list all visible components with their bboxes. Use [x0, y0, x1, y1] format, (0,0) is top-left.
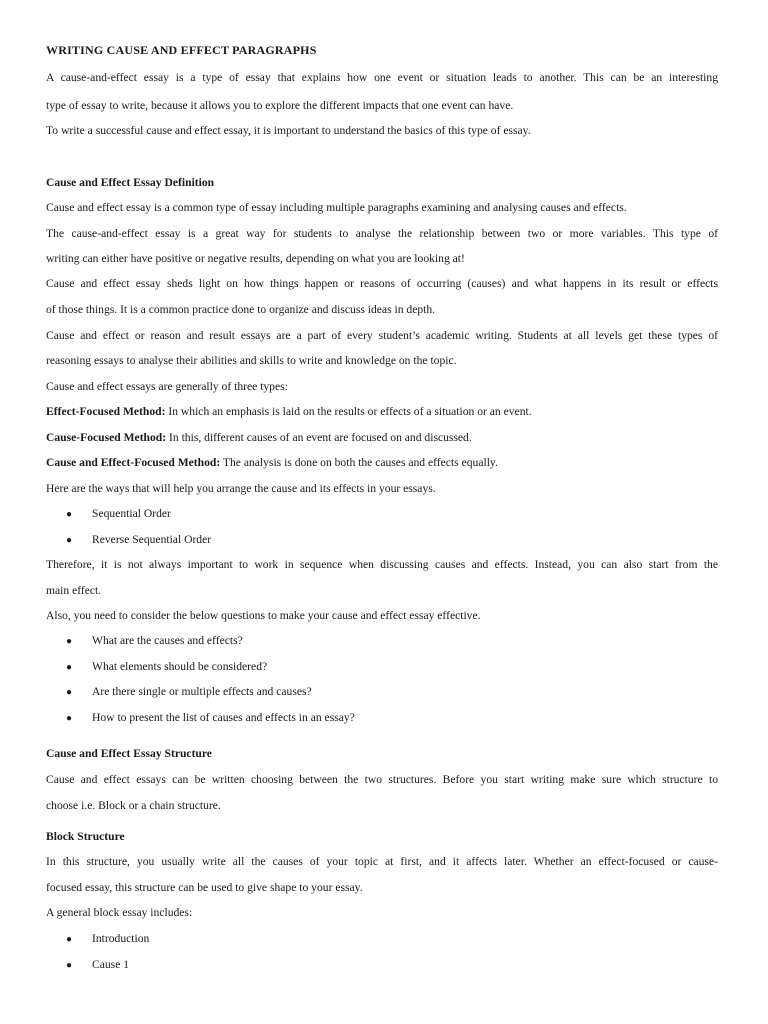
type-label: Cause-Focused Method:	[46, 431, 167, 444]
bullet-icon: ●	[66, 713, 73, 724]
list-item: Sequential Order	[92, 507, 171, 520]
type-cause-focused	[46, 431, 472, 445]
block-includes-intro: A general block essay includes:	[46, 906, 193, 919]
type-description: The analysis is done on both the causes and effects equally.	[220, 456, 498, 469]
block-structure-heading: Block Structure	[46, 830, 125, 843]
type-label: Cause and Effect-Focused Method:	[46, 456, 221, 469]
questions-intro: Also, you need to consider the below questions to make your cause and effect essay effective.	[46, 609, 481, 622]
structure-paragraph-line-1: Cause and effect essays can be written choosing between the two structures. Before you start writing make sure which structure to	[46, 773, 718, 786]
bullet-icon: ●	[66, 509, 73, 520]
definition-paragraph-1: Cause and effect essay is a common type of essay including multiple paragraphs examining and analysing causes and effects.	[46, 201, 627, 214]
definition-paragraph-3-line-1: Cause and effect essay sheds light on how things happen or reasons of occurring (causes) and what happens in its result or effects	[46, 277, 718, 290]
block-paragraph-line-2: focused essay, this structure can be used to give shape to your essay.	[46, 881, 363, 894]
definition-paragraph-4-line-1: Cause and effect or reason and result essays are a part of every student’s academic writing. Students at all levels get these types of	[46, 329, 718, 342]
intro-line-3: To write a successful cause and effect essay, it is important to understand the basics of this type of essay.	[46, 124, 531, 137]
list-item: Introduction	[92, 932, 150, 945]
list-item: Cause 1	[92, 958, 130, 971]
definition-heading: Cause and Effect Essay Definition	[46, 176, 215, 189]
arrange-intro: Here are the ways that will help you arrange the cause and its effects in your essays.	[46, 482, 436, 495]
type-description: In which an emphasis is laid on the results or effects of a situation or an event.	[165, 405, 532, 418]
types-intro: Cause and effect essays are generally of three types:	[46, 380, 288, 393]
structure-heading: Cause and Effect Essay Structure	[46, 747, 212, 760]
structure-paragraph-line-2: choose i.e. Block or a chain structure.	[46, 799, 221, 812]
definition-paragraph-2-line-2: writing can either have positive or negative results, depending on what you are looking at!	[46, 252, 465, 265]
type-description: In this, different causes of an event are focused on and discussed.	[166, 431, 472, 444]
type-cause-and-effect-focused	[46, 456, 498, 470]
definition-paragraph-3-line-2: of those things. It is a common practice done to organize and discuss ideas in depth.	[46, 303, 436, 316]
bullet-icon: ●	[66, 636, 73, 647]
therefore-line-2: main effect.	[46, 584, 102, 597]
list-item: Reverse Sequential Order	[92, 533, 212, 546]
list-item: What are the causes and effects?	[92, 634, 243, 647]
intro-line-2: type of essay to write, because it allows you to explore the different impacts that one event can have.	[46, 99, 514, 112]
bullet-icon: ●	[66, 535, 73, 546]
block-paragraph-line-1: In this structure, you usually write all the causes of your topic at first, and it affects later. Whether an effect-focused or cause-	[46, 855, 718, 868]
list-item: How to present the list of causes and effects in an essay?	[92, 711, 355, 724]
definition-paragraph-4-line-2: reasoning essays to analyse their abilities and skills to write and knowledge on the topic.	[46, 354, 457, 367]
bullet-icon: ●	[66, 662, 73, 673]
bullet-icon: ●	[66, 934, 73, 945]
intro-line-1: A cause-and-effect essay is a type of essay that explains how one event or situation leads to another. This can be an interesting	[46, 71, 718, 84]
document-title: WRITING CAUSE AND EFFECT PARAGRAPHS	[46, 43, 317, 57]
type-label: Effect-Focused Method:	[46, 405, 166, 418]
list-item: Are there single or multiple effects and causes?	[92, 685, 312, 698]
definition-paragraph-2-line-1: The cause-and-effect essay is a great way for students to analyse the relationship between two or more variables. This type of	[46, 227, 718, 240]
therefore-line-1: Therefore, it is not always important to work in sequence when discussing causes and effects. Instead, you can also start from the	[46, 558, 718, 571]
list-item: What elements should be considered?	[92, 660, 268, 673]
bullet-icon: ●	[66, 960, 73, 971]
type-effect-focused	[46, 405, 532, 419]
bullet-icon: ●	[66, 687, 73, 698]
